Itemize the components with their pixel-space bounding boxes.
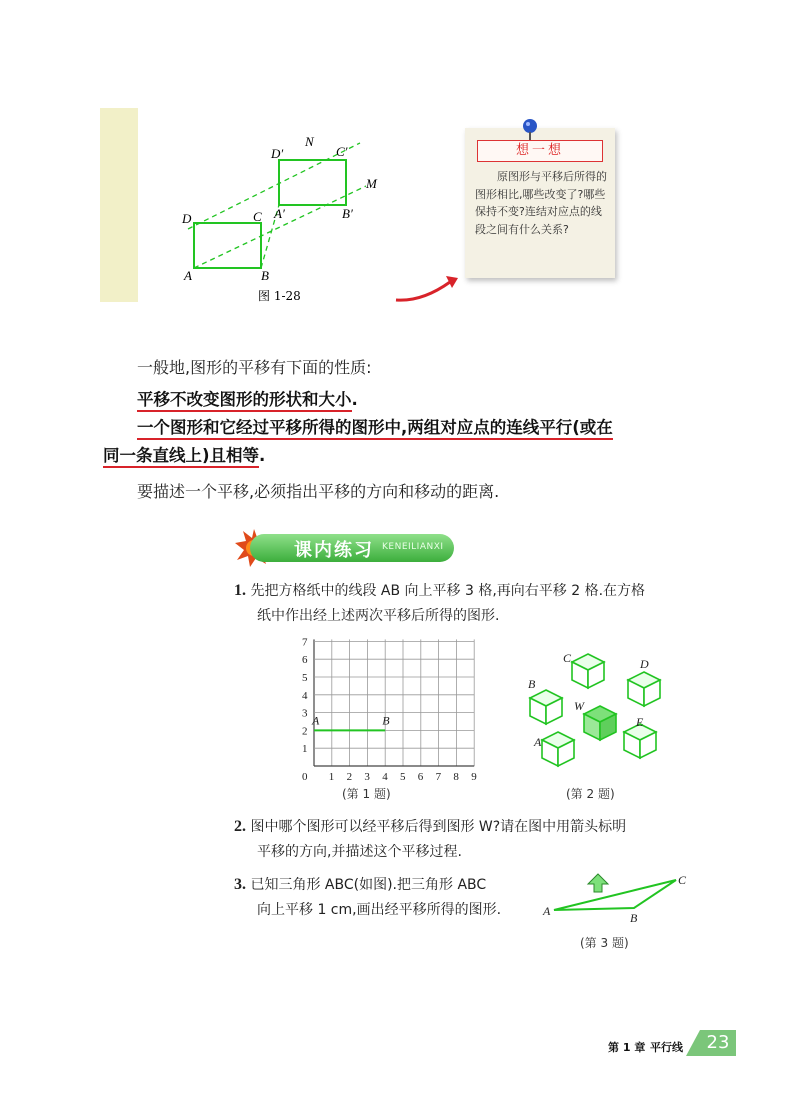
exercise-2-text-line1: 图中哪个图形可以经平移后得到图形 W?请在图中用箭头标明 [250, 819, 627, 835]
property-2-line1 [137, 414, 613, 438]
exercise-banner-title: 课内练习 [294, 540, 374, 561]
label-c: C [253, 209, 262, 224]
margin-strip [100, 108, 138, 302]
think-note-title: 想一想 [477, 140, 603, 162]
cube-d [628, 672, 660, 706]
x-tick-label: 6 [417, 771, 424, 783]
up-arrow-icon [588, 874, 608, 892]
think-note-card [465, 128, 615, 278]
exercise-1-line1 [234, 579, 645, 603]
x-tick-label: 5 [400, 771, 406, 783]
rect-abcd [194, 223, 261, 268]
figure-caption: 图 1-28 [258, 289, 301, 303]
x-tick-label: 8 [453, 771, 459, 783]
exercise-3-line1 [234, 873, 486, 897]
x-tick-label: 0 [302, 771, 308, 783]
pushpin-icon [520, 118, 540, 142]
y-tick-label: 3 [302, 707, 308, 720]
y-tick-label: 5 [302, 672, 308, 684]
property-1 [137, 386, 358, 410]
y-tick-label: 7 [302, 636, 308, 649]
triangle-label-c: C [678, 873, 687, 887]
exercise-3-text-line2: 向上平移 1 cm,画出经平移所得的图形. [257, 902, 502, 918]
exercise-1-text-line2: 纸中作出经上述两次平移后所得的图形. [257, 608, 500, 624]
label-b-prime: B′ [342, 206, 353, 221]
exercise-2-text-line2: 平移的方向,并描述这个平移过程. [257, 844, 462, 860]
figure-1-28 [170, 128, 400, 308]
label-n: N [305, 134, 314, 149]
triangle-abc [554, 880, 676, 910]
label-d-prime: D′ [271, 146, 284, 161]
property-1-period: . [351, 390, 358, 409]
label-d: D [182, 211, 192, 226]
cube-b [530, 690, 562, 724]
property-2-period: . [259, 446, 266, 465]
triangle-label-a: A [543, 904, 551, 918]
cube-label-w: W [574, 699, 584, 713]
x-tick-label: 2 [346, 771, 353, 783]
exercise-banner-subtitle: KENEILIANXI [382, 542, 444, 552]
x-tick-label: 1 [328, 771, 335, 783]
label-c-prime: C′ [336, 144, 348, 159]
page-number: 23 [700, 1030, 736, 1056]
y-tick-label: 1 [302, 743, 308, 756]
exercise-2-caption: (第 2 题) [566, 787, 615, 801]
cube-a [542, 732, 574, 766]
y-tick-label: 4 [302, 689, 308, 702]
label-b: B [261, 268, 269, 283]
cube-label-c: C [563, 651, 572, 665]
think-note-body: 原图形与平移后所得的图形相比,哪些改变了?哪些保持不变?连结对应点的线段之间有什么关系? [475, 170, 607, 236]
exercise-2-line1 [234, 815, 626, 839]
cubes-figure [520, 648, 690, 778]
y-tick-label: 2 [302, 725, 308, 738]
cube-label-e: E [636, 715, 644, 729]
cube-c [572, 654, 604, 688]
label-a: A [184, 268, 192, 283]
triangle-figure [540, 868, 700, 930]
footer-chapter: 第 1 章 [608, 1041, 646, 1054]
exercise-2-number: 2. [234, 818, 246, 835]
x-tick-label: 7 [435, 771, 442, 783]
property-2-line2 [103, 442, 265, 466]
footer-chapter-title: 平行线 [650, 1041, 683, 1054]
translation-description: 要描述一个平移,必须指出平移的方向和移动的距离. [137, 482, 500, 501]
cube-label-a: A [534, 735, 542, 749]
grid-label-b: B [382, 713, 390, 728]
cube-label-d: D [640, 657, 649, 671]
label-a-prime: A′ [274, 206, 285, 221]
pointer-arrow-icon [392, 272, 462, 306]
exercise-banner [250, 534, 454, 562]
x-tick-label: 4 [382, 771, 388, 783]
exercise-1-caption: (第 1 题) [342, 787, 391, 801]
exercise-3-number: 3. [234, 876, 246, 893]
grid-label-a: A [312, 713, 320, 728]
cube-label-b: B [528, 677, 536, 691]
label-m: M [366, 176, 377, 191]
triangle-label-b: B [630, 911, 638, 925]
property-2-line2-text: 同一条直线上)且相等 [103, 446, 259, 468]
properties-intro: 一般地,图形的平移有下面的性质: [137, 358, 372, 377]
grid-paper-figure [280, 630, 477, 783]
exercise-3-caption: (第 3 题) [580, 936, 629, 950]
property-2-line1-text: 一个图形和它经过平移所得的图形中,两组对应点的连线平行(或在 [137, 418, 613, 440]
x-tick-label: 3 [364, 771, 370, 783]
cube-w [584, 706, 616, 740]
exercise-1-number: 1. [234, 582, 246, 599]
y-tick-label: 6 [302, 654, 308, 667]
cube-e [624, 724, 656, 758]
exercise-3-text-line1: 已知三角形 ABC(如图).把三角形 ABC [250, 877, 487, 893]
x-tick-label: 9 [471, 771, 477, 783]
exercise-1-text-line1: 先把方格纸中的线段 AB 向上平移 3 格,再向右平移 2 格.在方格 [250, 583, 646, 599]
property-1-text: 平移不改变图形的形状和大小 [137, 390, 352, 412]
